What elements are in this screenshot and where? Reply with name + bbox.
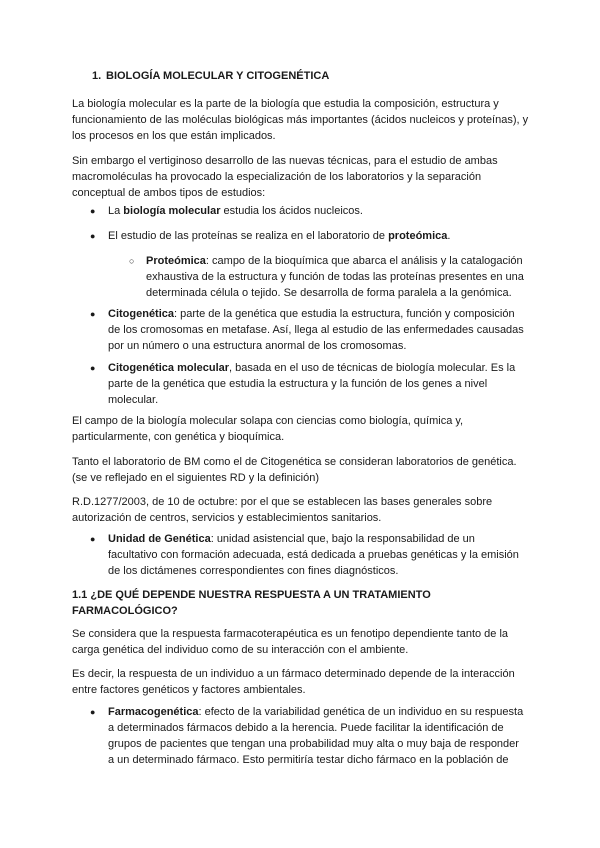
sub-list-item: ○ Proteómica: campo de la bioquímica que abarca el análisis y la catalogación exhaustiva de la estructura y función de todas las proteínas presentes en una determinada célula o tejido. Se desarrolla de forma paralela a la genómica. <box>129 255 524 299</box>
subsection-heading: 1.1 ¿DE QUÉ DEPENDE NUESTRA RESPUESTA A UN TRATAMIENTO FARMACOLÓGICO? <box>72 589 431 617</box>
list-item: ● Citogenética: parte de la genética que estudia la estructura, función y composición de los cromosomas en metafase. Así, llega al estudio de las enfermedades causadas por un número o una estructura anormal de los cromosomas. <box>90 308 524 352</box>
circle-bullet-icon: ○ <box>129 256 135 266</box>
paragraph-intro: La biología molecular es la parte de la biología que estudia la composición, estructura y funcionamiento de las moléculas biológicas más importantes (ácidos nucleicos y proteínas), y los procesos en los que están implicados. <box>72 98 529 142</box>
paragraph-development: Sin embargo el vertiginoso desarrollo de las nuevas técnicas, para el estudio de ambas macromoléculas ha provocado la especialización de los laboratorios y la separación conceptual de ambos tipos de estudios: <box>72 155 498 199</box>
list-item: ● El estudio de las proteínas se realiza en el laboratorio de proteómica. <box>90 230 451 242</box>
paragraph-laboratories: Tanto el laboratorio de BM como el de Citogenética se consideran laboratorios de genética. (se ve reflejado en el siguientes RD y la definición) <box>72 456 517 484</box>
paragraph-royal-decree: R.D.1277/2003, de 10 de octubre: por el que se establecen las bases generales sobre autorización de centros, servicios y establecimientos sanitarios. <box>72 496 493 524</box>
bullet-icon: ● <box>90 534 96 544</box>
section-title: BIOLOGÍA MOLECULAR Y CITOGENÉTICA <box>106 70 330 82</box>
bullet-icon: ● <box>90 309 96 319</box>
bullet-icon: ● <box>90 363 96 373</box>
paragraph-response: Se considera que la respuesta farmacoterapéutica es un fenotipo dependiente tanto de la carga genética del individuo como de su interacción con el ambiente. <box>72 628 509 656</box>
list-item: ● Citogenética molecular, basada en el uso de técnicas de biología molecular. Es la parte de la genética que estudia la estructura y la función de los genes a nivel molecular. <box>90 362 516 406</box>
bullet-icon: ● <box>90 231 96 241</box>
section-number: 1. <box>92 70 102 82</box>
list-item: ● Unidad de Genética: unidad asistencial que, bajo la responsabilidad de un facultativo con formación adecuada, está dedicada a pruebas genéticas y la emisión de los dictámenes correspondientes con fines diagnósticos. <box>90 533 519 577</box>
paragraph-overlap: El campo de la biología molecular solapa con ciencias como biología, química y, particularmente, con genética y bioquímica. <box>72 415 464 443</box>
list-item: ● La biología molecular estudia los ácidos nucleicos. <box>90 205 363 217</box>
paragraph-interaction: Es decir, la respuesta de un individuo a un fármaco determinado depende de la interacción entre factores genéticos y factores ambientales. <box>72 668 515 696</box>
bullet-icon: ● <box>90 707 96 717</box>
bullet-icon: ● <box>90 206 96 216</box>
list-item: ● Farmacogenética: efecto de la variabilidad genética de un individuo en su respuesta a determinados fármacos debido a la herencia. Puede facilitar la identificación de grupos de pacientes que tengan una probabilidad muy alta o muy baja de responder a un determinado fármaco. Esto permitiría testar dicho fármaco en la población de <box>90 706 524 766</box>
